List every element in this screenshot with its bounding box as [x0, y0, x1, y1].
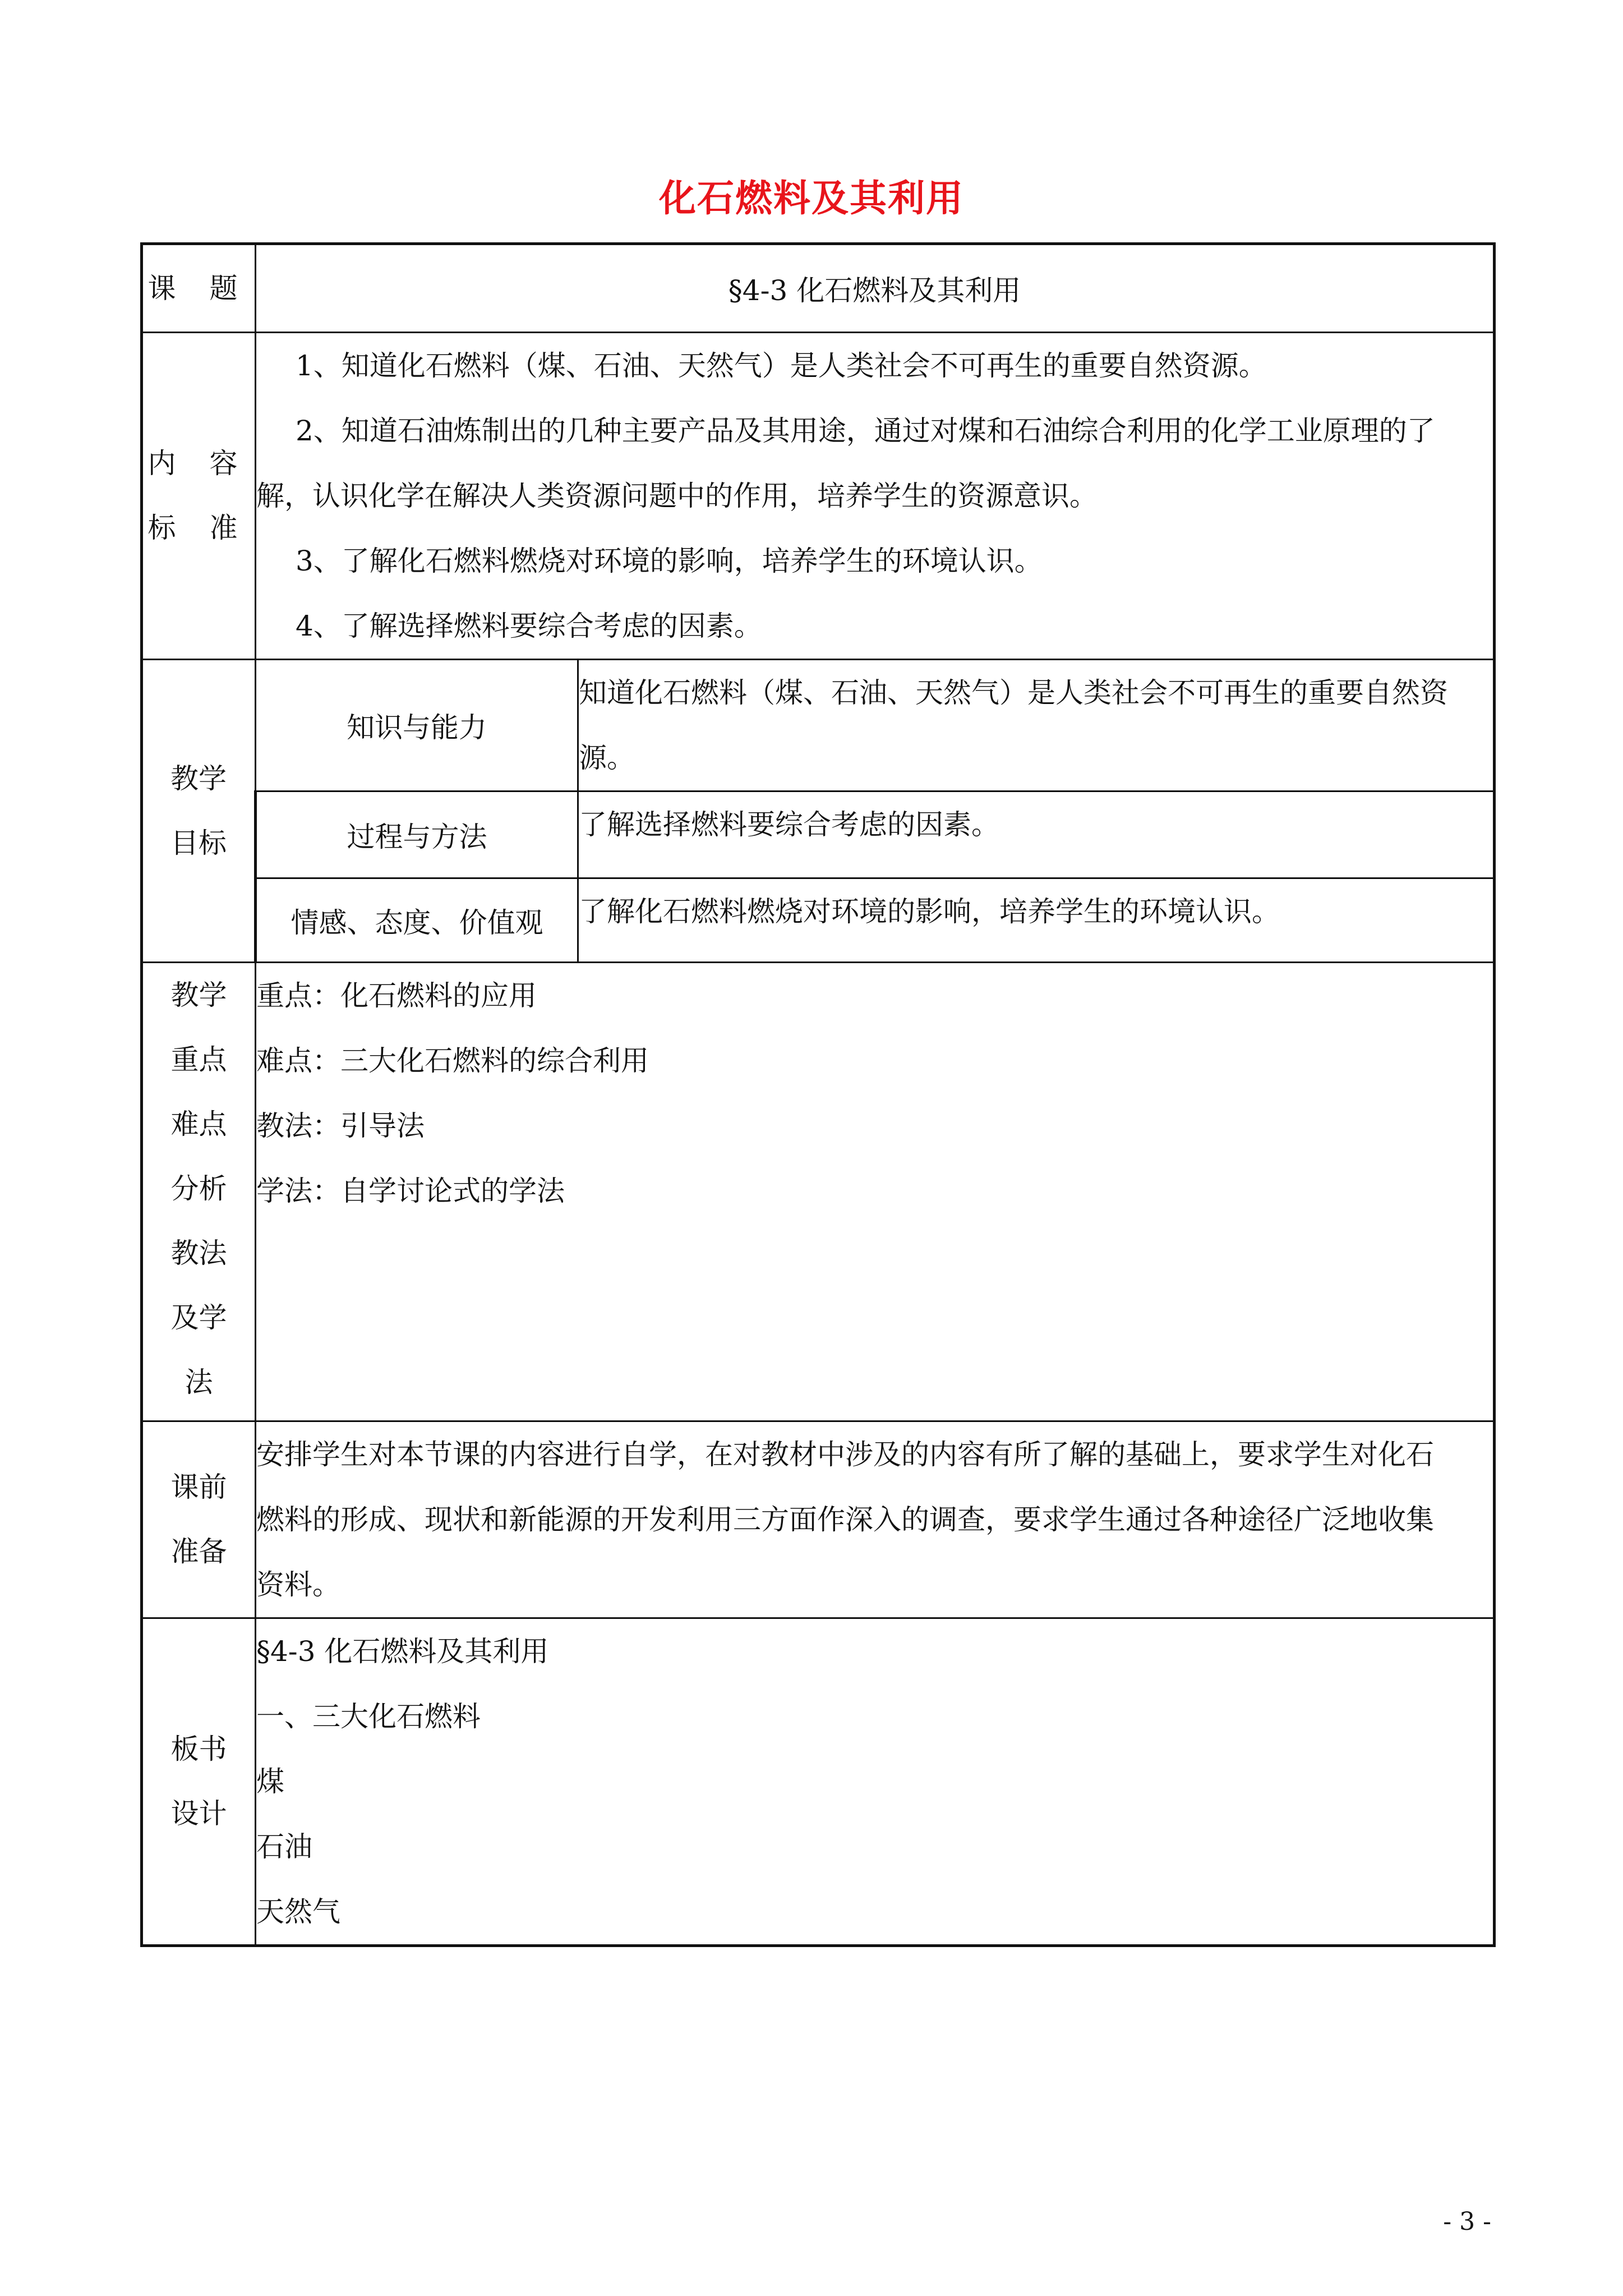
page-title: 化石燃料及其利用: [659, 176, 964, 220]
row-preparation: [142, 1421, 1495, 1618]
analysis-item: 学法：自学讨论式的学法: [256, 1175, 565, 1207]
row-topic: [142, 244, 1495, 333]
board-line: 天然气: [256, 1895, 340, 1928]
row-analysis: [142, 963, 1495, 1421]
board-line: 煤: [256, 1765, 284, 1798]
preparation-label: 课前 准备: [142, 1421, 256, 1618]
preparation-line: 安排学生对本节课的内容进行自学，在对教材中涉及的内容有所了解的基础上，要求学生对化石: [256, 1438, 1434, 1471]
analysis-item: 重点：化石燃料的应用: [256, 979, 537, 1012]
content-standard-body: [256, 333, 1495, 660]
content-item: 解，认识化学在解决人类资源问题中的作用，培养学生的资源意识。: [256, 480, 1098, 512]
analysis-label: 教学 重点 难点 分析 教法 及学 法: [142, 963, 256, 1421]
analysis-body: [256, 963, 1495, 1421]
content-item: 4、了解选择燃料要综合考虑的因素。: [296, 610, 762, 642]
content-item: 1、知道化石燃料（煤、石油、天然气）是人类社会不可再生的重要自然资源。: [296, 349, 1267, 382]
analysis-item: 教法：引导法: [256, 1110, 425, 1142]
board-body: [256, 1618, 1495, 1946]
objective-desc: 了解化石燃料燃烧对环境的影响，培养学生的环境认识。: [578, 878, 1495, 963]
content-standard-label: 内 容 标 准: [142, 333, 256, 660]
row-objective-3: [142, 878, 1495, 963]
content-item: 3、了解化石燃料燃烧对环境的影响，培养学生的环境认识。: [296, 545, 1043, 577]
objectives-label: 教学 目标: [142, 660, 256, 963]
topic-label: 课 题: [142, 244, 256, 333]
preparation-line: 燃料的形成、现状和新能源的开发利用三方面作深入的调查，要求学生通过各种途径广泛地收集: [256, 1503, 1434, 1536]
board-label: 板书 设计: [142, 1618, 256, 1946]
board-line: 石油: [256, 1830, 312, 1863]
row-objective-2: [142, 792, 1495, 878]
preparation-line: 资料。: [256, 1568, 340, 1601]
board-line: §4-3 化石燃料及其利用: [256, 1635, 549, 1668]
analysis-item: 难点：三大化石燃料的综合利用: [256, 1045, 649, 1077]
objective-name: 过程与方法: [256, 792, 578, 878]
row-content-standard: [142, 333, 1495, 660]
objective-name: 情感、态度、价值观: [256, 878, 578, 963]
row-objective-1: [142, 660, 1495, 792]
page-number: - 3 -: [1443, 2207, 1491, 2236]
preparation-body: [256, 1421, 1495, 1618]
objective-desc: 知道化石燃料（煤、石油、天然气）是人类社会不可再生的重要自然资 源。: [578, 660, 1495, 792]
row-board: [142, 1618, 1495, 1946]
content-item: 2、知道石油炼制出的几种主要产品及其用途，通过对煤和石油综合利用的化学工业原理的了: [296, 415, 1435, 447]
objective-desc: 了解选择燃料要综合考虑的因素。: [578, 792, 1495, 878]
lesson-plan-table: [140, 242, 1496, 1947]
objective-name: 知识与能力: [256, 660, 578, 792]
board-line: 一、三大化石燃料: [256, 1700, 481, 1733]
topic-value: §4-3 化石燃料及其利用: [256, 244, 1495, 333]
